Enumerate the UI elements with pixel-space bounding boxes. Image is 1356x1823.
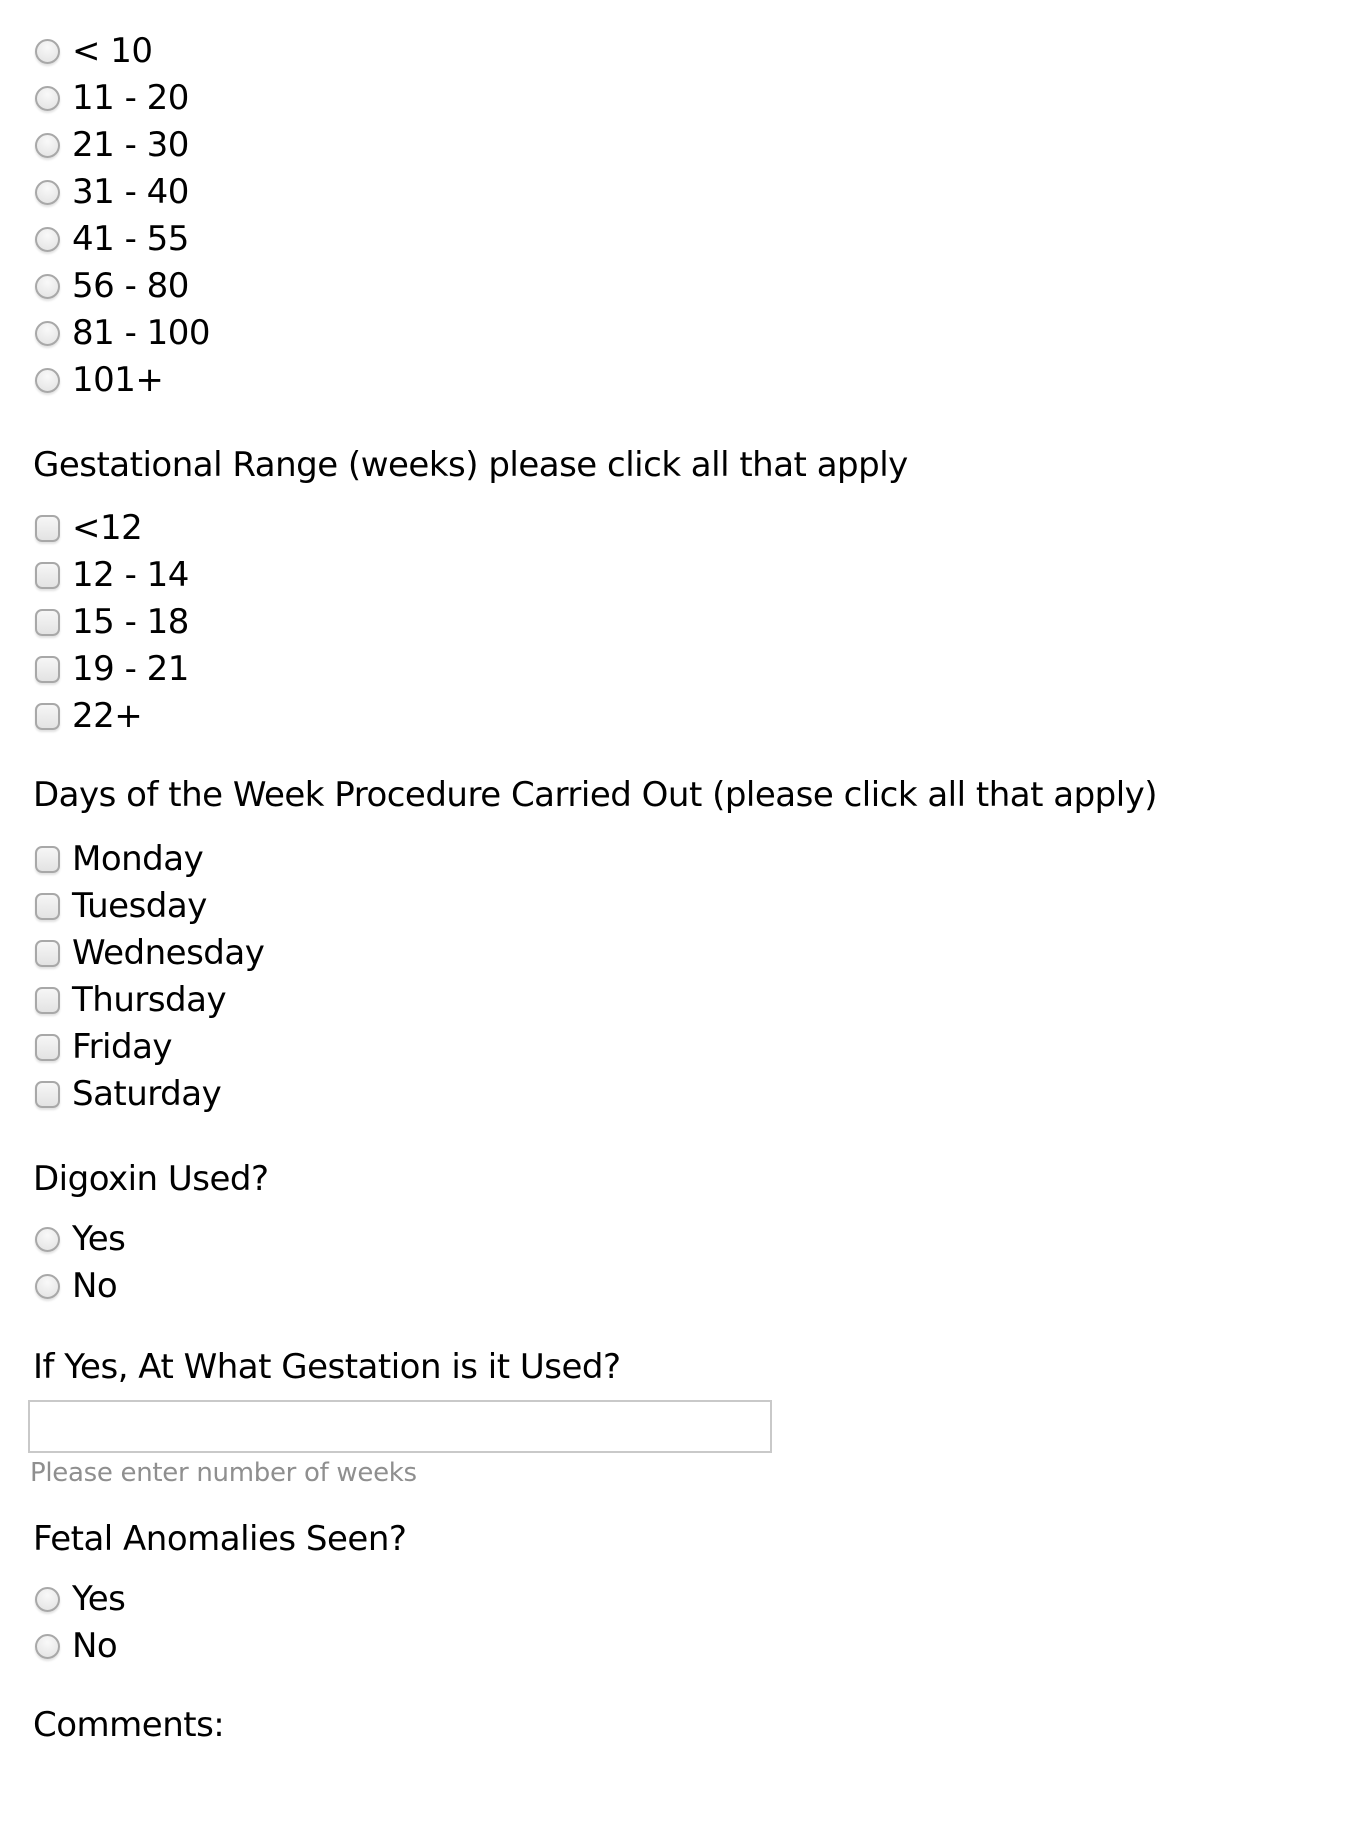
option-label: Wednesday [72, 933, 265, 973]
option-label: Thursday [72, 980, 227, 1020]
question-label-comments: Comments: [33, 1705, 225, 1745]
option-label: Yes [72, 1219, 126, 1259]
radio-option-digoxin-no[interactable] [33, 1263, 1336, 1310]
checkbox-icon[interactable] [35, 703, 60, 730]
radio-option-41-55[interactable] [33, 216, 1336, 263]
checkbox-option-15-18[interactable] [33, 599, 1336, 646]
option-label: 19 - 21 [72, 649, 189, 689]
radio-option-81-100[interactable] [33, 310, 1336, 357]
radio-option-11-20[interactable] [33, 75, 1336, 122]
option-label: Friday [72, 1027, 173, 1067]
option-label: < 10 [72, 31, 153, 71]
radio-button-icon[interactable] [35, 1587, 60, 1612]
checkbox-option-19-21[interactable] [33, 646, 1336, 693]
radio-button-icon[interactable] [35, 39, 60, 64]
checkbox-icon[interactable] [35, 940, 60, 967]
option-label: 11 - 20 [72, 78, 189, 118]
gestation-weeks-input[interactable] [28, 1400, 772, 1453]
digoxin-radio-group [33, 1216, 1336, 1310]
option-label: 41 - 55 [72, 219, 189, 259]
radio-option-21-30[interactable] [33, 122, 1336, 169]
radio-button-icon[interactable] [35, 1634, 60, 1659]
option-label: No [72, 1626, 118, 1666]
gestational-range-checkbox-group [33, 505, 1336, 740]
radio-button-icon[interactable] [35, 1227, 60, 1252]
option-label: 101+ [72, 360, 164, 400]
option-label: 12 - 14 [72, 555, 189, 595]
checkbox-option-friday[interactable] [33, 1024, 1336, 1071]
option-label: 22+ [72, 696, 143, 736]
radio-option-31-40[interactable] [33, 169, 1336, 216]
radio-button-icon[interactable] [35, 133, 60, 158]
checkbox-option-12-14[interactable] [33, 552, 1336, 599]
question-label-digoxin-used: Digoxin Used? [33, 1159, 269, 1199]
radio-button-icon[interactable] [35, 180, 60, 205]
question-label-fetal-anomalies: Fetal Anomalies Seen? [33, 1519, 407, 1559]
checkbox-icon[interactable] [35, 1081, 60, 1108]
option-label: 21 - 30 [72, 125, 189, 165]
survey-form [0, 28, 1356, 1823]
radio-option-56-80[interactable] [33, 263, 1336, 310]
checkbox-option-wednesday[interactable] [33, 930, 1336, 977]
option-label: <12 [72, 508, 143, 548]
question-label-days-of-week: Days of the Week Procedure Carried Out (please click all that apply) [33, 775, 1158, 815]
fetal-anomalies-radio-group [33, 1576, 1336, 1670]
radio-button-icon[interactable] [35, 368, 60, 393]
option-label: Tuesday [72, 886, 207, 926]
checkbox-icon[interactable] [35, 1034, 60, 1061]
radio-button-icon[interactable] [35, 274, 60, 299]
option-label: 31 - 40 [72, 172, 189, 212]
radio-option-101-plus[interactable] [33, 357, 1336, 404]
checkbox-icon[interactable] [35, 893, 60, 920]
checkbox-icon[interactable] [35, 515, 60, 542]
days-of-week-checkbox-group [33, 836, 1336, 1118]
question-label-gestational-range: Gestational Range (weeks) please click all that apply [33, 445, 908, 485]
radio-button-icon[interactable] [35, 321, 60, 346]
option-label: 56 - 80 [72, 266, 189, 306]
checkbox-option-thursday[interactable] [33, 977, 1336, 1024]
checkbox-icon[interactable] [35, 609, 60, 636]
checkbox-icon[interactable] [35, 562, 60, 589]
radio-button-icon[interactable] [35, 1274, 60, 1299]
radio-button-icon[interactable] [35, 227, 60, 252]
option-label: Yes [72, 1579, 126, 1619]
checkbox-icon[interactable] [35, 656, 60, 683]
case-volume-radio-group [33, 28, 1336, 404]
checkbox-option-lt-12[interactable] [33, 505, 1336, 552]
option-label: Saturday [72, 1074, 222, 1114]
radio-option-lt-10[interactable] [33, 28, 1336, 75]
option-label: 81 - 100 [72, 313, 211, 353]
checkbox-option-22-plus[interactable] [33, 693, 1336, 740]
checkbox-option-saturday[interactable] [33, 1071, 1336, 1118]
checkbox-option-monday[interactable] [33, 836, 1336, 883]
radio-option-fetal-yes[interactable] [33, 1576, 1336, 1623]
checkbox-icon[interactable] [35, 846, 60, 873]
checkbox-icon[interactable] [35, 987, 60, 1014]
option-label: 15 - 18 [72, 602, 189, 642]
option-label: No [72, 1266, 118, 1306]
option-label: Monday [72, 839, 204, 879]
radio-option-fetal-no[interactable] [33, 1623, 1336, 1670]
checkbox-option-tuesday[interactable] [33, 883, 1336, 930]
question-label-gestation-used: If Yes, At What Gestation is it Used? [33, 1347, 621, 1387]
radio-option-digoxin-yes[interactable] [33, 1216, 1336, 1263]
input-hint-text: Please enter number of weeks [30, 1458, 417, 1488]
radio-button-icon[interactable] [35, 86, 60, 111]
